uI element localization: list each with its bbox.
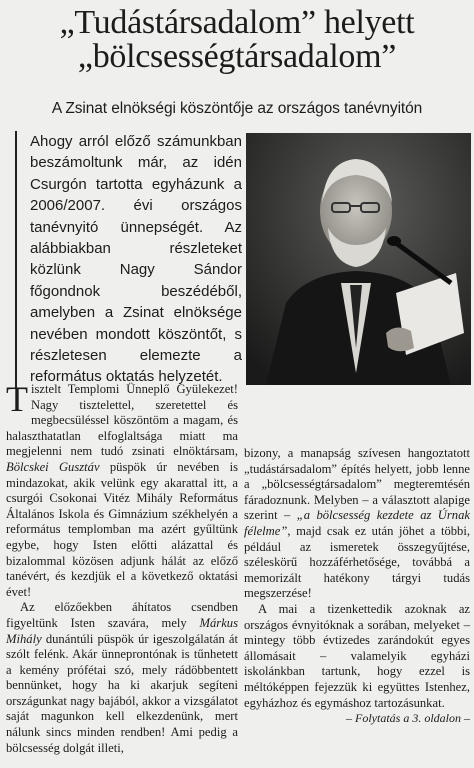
p1-name: Bölcskei Gusztáv [6, 459, 100, 474]
title-line-2: „bölcsességtársadalom” [77, 38, 397, 75]
body-paragraph-3 [244, 446, 470, 602]
body-paragraph-4: A mai a tizenkettedik azoknak az országos évnyitóknak a sorában, melyeket – mintegy több évtizedes zarándokút egyes állomásait – valamelyik egyházi iskolánkban tartunk, hogy ezzel is méltóképpen fejezzük ki együttes Istenhez, egyházhoz és egymáshoz tartozásunkat. [244, 601, 470, 710]
p1-text-b: püspök úr nevében is mindazokat, akik velünk egy akarattal itt, a csurgói Csokonai Vitéz Mihály Református Általános Iskola és Gimnázium székhelyén a református templomban ma azért gyűltünk egybe, hogy Isten előtti alázattal és bizalommal közösen adjunk hálát az előző tanévért, és kezdjük el a következő oktatási évet! [6, 459, 238, 599]
p2-text-a: Az előzőekben áhítatos csendben figyeltünk Isten szavára, mely [6, 600, 238, 630]
p1-text-a: isztelt Templomi Ünneplő Gyülekezet! Nagy tisztelettel, szeretettel és megbecsüléssel köszöntöm a magam, és halaszthatatlan elfoglaltsága miatt ma megjelenni nem tudó zsinati elnöktársam, [6, 382, 238, 459]
article-subtitle: A Zsinat elnökségi köszöntője az országos tanévnyitón [51, 100, 423, 117]
p2-name: Márkus Mihály [6, 615, 238, 646]
body-column-1 [6, 379, 238, 756]
title-line-1: „Tudástársadalom” helyett [59, 4, 415, 41]
body-paragraph-1 [6, 379, 238, 600]
p3-text-a: bizony, a manapság szívesen hangoztatott „tudástársadalom” építés helyett, jobb lenne a „bölcsességtársadalom” megteremtésén fáradoznunk. Melyben – a választott alapige szerint – [244, 446, 470, 523]
drop-cap: T [6, 379, 28, 419]
p3-quote: „a bölcsesség kezdete az Úrnak félelme” [244, 508, 470, 538]
lead-paragraph: Ahogy arról előző számunkban beszámoltunk már, az idén Csurgón tartotta egyházunk a 2006/2007. évi országos tanévnyitó ünnepségét. Az alábbiakban részleteket közlünk Nagy Sándor főgondnok beszédéből, amelyben a Zsinat elnöksége nevében mondott köszöntőt, s részletesen elemezte a református oktatás helyzetét. [15, 131, 242, 388]
speaker-photo [246, 133, 471, 385]
speaker-photo-image [246, 133, 471, 385]
p2-text-b: dunántúli püspök úr igeszolgálatán át szólt felénk. Akár ünneprontónak is tűnhetett a kemény prófétai szó, mely rádöbbentett bennünket, hogy ha ki akarjuk segíteni országunkat nagy bajából, akkor a vizsgálatot saját magunkon kell elkezdenünk, mert nálunk sincs minden rendben! Ami pedig a bölcsesség dolgát illeti, [6, 631, 238, 755]
body-paragraph-2 [6, 600, 238, 756]
article-title [0, 6, 474, 74]
body-column-2 [244, 446, 470, 727]
continued-note: – Folytatás a 3. oldalon – [346, 711, 470, 726]
p3-text-b: , majd csak ez után jöhet a többi, például az ismeretek összegyűjtése, széleskörű hozzáférhetősége, továbbá a memorizált hatékony tárgyi tudás megszerzése! [244, 523, 470, 601]
